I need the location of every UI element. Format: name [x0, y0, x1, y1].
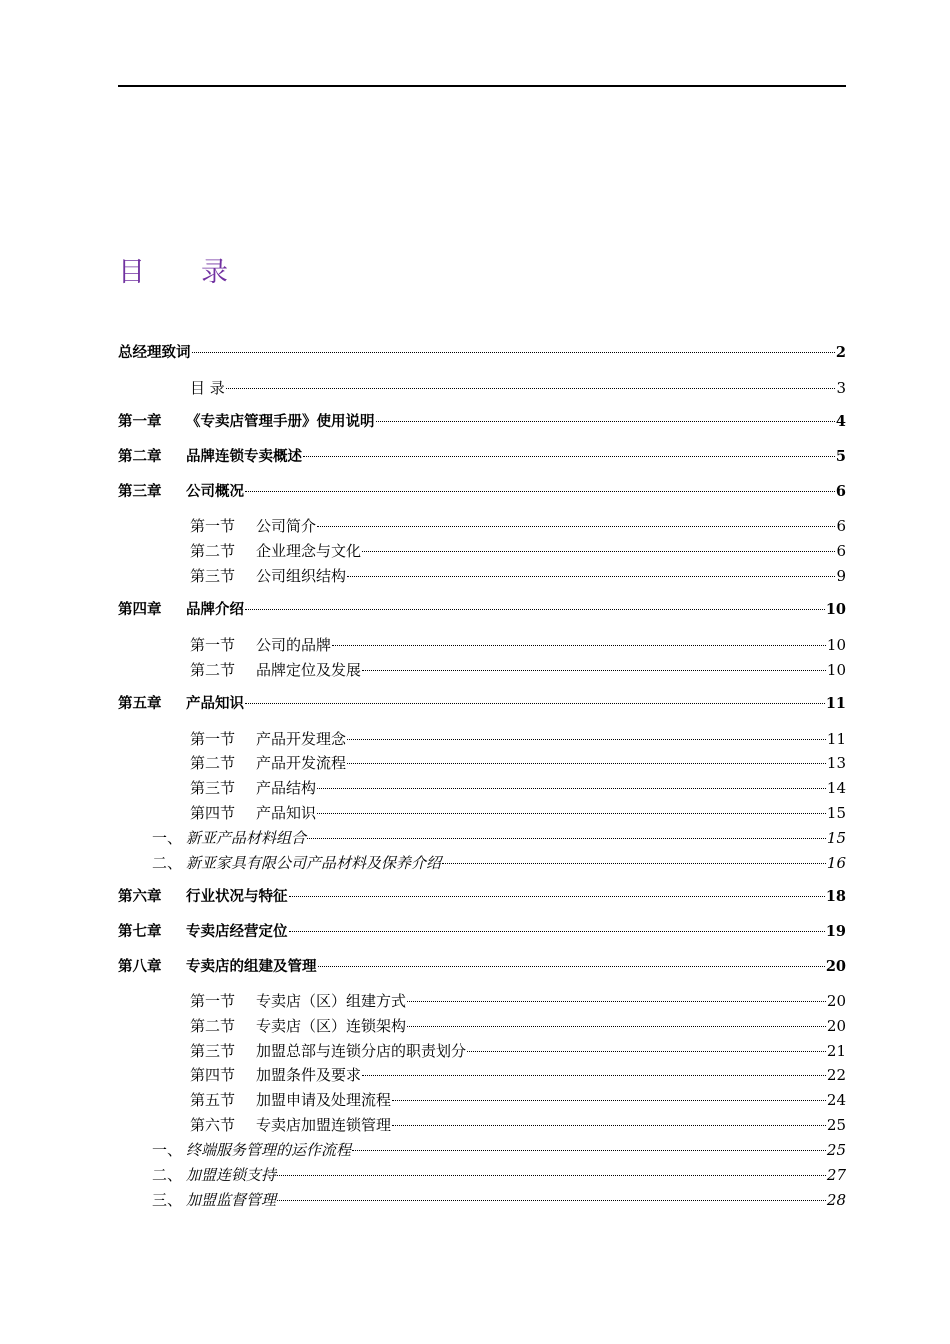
- toc-page-number: 3: [836, 379, 846, 397]
- toc-entry-label: 产品结构: [256, 779, 317, 797]
- toc-page-number: 20: [826, 992, 846, 1010]
- toc-item-number: 三、: [152, 1191, 183, 1209]
- toc-entry[interactable]: [118, 751, 846, 775]
- toc-dot-leader: [332, 645, 826, 646]
- toc-section-number: 第二节: [190, 754, 236, 772]
- toc-dot-leader: [392, 1125, 826, 1126]
- toc-dot-leader: [347, 576, 835, 577]
- toc-page-number: 4: [835, 413, 846, 430]
- toc-entry-label: 目 录: [190, 379, 225, 397]
- toc-page-number: 20: [825, 958, 846, 975]
- toc-section-number: 第三节: [190, 779, 236, 797]
- toc-entry-label: 新亚家具有限公司产品材料及保养介绍: [186, 854, 442, 872]
- toc-page-number: 16: [826, 854, 846, 872]
- toc-entry-label: 新亚产品材料组合: [186, 829, 307, 847]
- toc-section-number: 第四节: [190, 1066, 236, 1084]
- toc-dot-leader: [407, 1026, 826, 1027]
- toc-dot-leader: [362, 551, 835, 552]
- toc-entry-label: 专卖店（区）组建方式: [256, 992, 407, 1010]
- toc-section-number: 第五节: [190, 1091, 236, 1109]
- toc-entry[interactable]: [118, 885, 846, 909]
- toc-entry-label: 产品知识: [186, 696, 244, 712]
- toc-dot-leader: [318, 966, 825, 967]
- header-rule: [118, 85, 846, 87]
- toc-section-number: 第六节: [190, 1116, 236, 1134]
- toc-page-number: 10: [826, 661, 846, 679]
- toc-entry[interactable]: [118, 1138, 846, 1162]
- toc-section-number: 第一节: [190, 517, 236, 535]
- toc-page-number: 19: [825, 923, 846, 940]
- toc-entry[interactable]: [118, 1039, 846, 1063]
- toc-entry-label: 专卖店经营定位: [186, 924, 288, 940]
- toc-page-number: 25: [826, 1141, 846, 1159]
- toc-section-number: 第一节: [190, 992, 236, 1010]
- toc-section-number: 第一节: [190, 730, 236, 748]
- toc-item-number: 二、: [152, 854, 183, 872]
- toc-dot-leader: [317, 526, 835, 527]
- toc-entry[interactable]: [118, 564, 846, 588]
- toc-entry-label: 公司简介: [256, 517, 317, 535]
- toc-dot-leader: [307, 838, 826, 839]
- toc-page-number: 28: [826, 1191, 846, 1209]
- toc-entry[interactable]: [118, 539, 846, 563]
- toc-entry[interactable]: [118, 514, 846, 538]
- toc-page-number: 20: [826, 1017, 846, 1035]
- toc-page-number: 27: [826, 1166, 846, 1184]
- toc-entry[interactable]: [118, 410, 846, 434]
- toc-entry-label: 终端服务管理的运作流程: [186, 1141, 352, 1159]
- toc-entry-label: 公司的品牌: [256, 636, 332, 654]
- toc-section-number: 第二节: [190, 661, 236, 679]
- toc-chapter-number: 第三章: [118, 484, 162, 500]
- toc-entry-label: 品牌连锁专卖概述: [186, 449, 302, 465]
- toc-dot-leader: [392, 1100, 826, 1101]
- toc-entry-label: 专卖店（区）连锁架构: [256, 1017, 407, 1035]
- toc-title-char-2: 录: [201, 257, 228, 288]
- toc-entry-label: 加盟申请及处理流程: [256, 1091, 392, 1109]
- toc-dot-leader: [352, 1150, 826, 1151]
- toc-dot-leader: [347, 739, 826, 740]
- toc-entry[interactable]: [118, 826, 846, 850]
- toc-chapter-number: 第四章: [118, 602, 162, 618]
- toc-entry-label: 行业状况与特征: [186, 889, 288, 905]
- toc-dot-leader: [407, 1001, 826, 1002]
- toc-entry-label: 加盟条件及要求: [256, 1066, 362, 1084]
- toc-dot-leader: [362, 670, 826, 671]
- toc-dot-leader: [226, 388, 836, 389]
- toc-page-number: 10: [825, 601, 846, 618]
- toc-page-number: 18: [825, 888, 846, 905]
- toc-entry[interactable]: [118, 598, 846, 622]
- toc-dot-leader: [245, 703, 825, 704]
- toc-page-number: 24: [826, 1091, 846, 1109]
- toc-title-char-1: 目: [118, 257, 145, 288]
- toc-entry-label: 品牌介绍: [186, 602, 244, 618]
- toc-chapter-number: 第七章: [118, 924, 162, 940]
- toc-dot-leader: [245, 491, 835, 492]
- toc-page-number: 6: [835, 483, 846, 500]
- toc-entry[interactable]: [118, 1063, 846, 1087]
- toc-entry-label: 加盟总部与连锁分店的职责划分: [256, 1042, 467, 1060]
- toc-entry[interactable]: [118, 480, 846, 504]
- toc-page-number: 11: [825, 695, 846, 712]
- toc-entry[interactable]: [118, 1188, 846, 1212]
- toc-entry[interactable]: [118, 658, 846, 682]
- toc-title: [118, 250, 228, 289]
- toc-entry-label: 总经理致词: [118, 345, 191, 361]
- toc-page-number: 6: [836, 517, 846, 535]
- toc-item-number: 一、: [152, 829, 183, 847]
- toc-entry-label: 产品知识: [256, 804, 317, 822]
- toc-page-number: 15: [826, 829, 846, 847]
- toc-entry[interactable]: [118, 1014, 846, 1038]
- toc-chapter-number: 第六章: [118, 889, 162, 905]
- toc-entry-label: 专卖店加盟连锁管理: [256, 1116, 392, 1134]
- toc-page-number: 25: [826, 1116, 846, 1134]
- toc-entry-label: 公司组织结构: [256, 567, 347, 585]
- toc-section-number: 第一节: [190, 636, 236, 654]
- toc-page-number: 13: [826, 754, 846, 772]
- toc-entry[interactable]: [118, 920, 846, 944]
- toc-entry[interactable]: [118, 376, 846, 400]
- toc-section-number: 第二节: [190, 1017, 236, 1035]
- toc-entry-label: 企业理念与文化: [256, 542, 362, 560]
- toc-page-number: 2: [835, 344, 846, 361]
- toc-dot-leader: [289, 931, 825, 932]
- toc-dot-leader: [317, 788, 826, 789]
- toc-dot-leader: [277, 1200, 826, 1201]
- toc-section-number: 第三节: [190, 567, 236, 585]
- toc-page-number: 21: [826, 1042, 846, 1060]
- toc-dot-leader: [467, 1051, 826, 1052]
- toc-entry[interactable]: [118, 727, 846, 751]
- toc-entry[interactable]: [118, 341, 846, 365]
- toc-page-number: 14: [826, 779, 846, 797]
- toc-entry[interactable]: [118, 1163, 846, 1187]
- toc-dot-leader: [376, 421, 835, 422]
- toc-dot-leader: [289, 896, 825, 897]
- toc-entry-label: 加盟连锁支持: [186, 1166, 277, 1184]
- toc-entry-label: 《专卖店管理手册》使用说明: [186, 414, 375, 430]
- toc-entry[interactable]: [118, 776, 846, 800]
- toc-entry-label: 产品开发理念: [256, 730, 347, 748]
- toc-section-number: 第二节: [190, 542, 236, 560]
- toc-entry[interactable]: [118, 445, 846, 469]
- toc-section-number: 第三节: [190, 1042, 236, 1060]
- toc-entry[interactable]: [118, 692, 846, 716]
- toc-page-number: 9: [836, 567, 846, 585]
- toc-section-number: 第四节: [190, 804, 236, 822]
- toc-page-number: 11: [826, 730, 846, 748]
- toc-dot-leader: [362, 1075, 826, 1076]
- toc-item-number: 二、: [152, 1166, 183, 1184]
- toc-entry-label: 公司概况: [186, 484, 244, 500]
- toc-dot-leader: [192, 352, 835, 353]
- toc-entry[interactable]: [118, 989, 846, 1013]
- toc-entry-label: 品牌定位及发展: [256, 661, 362, 679]
- toc-chapter-number: 第五章: [118, 696, 162, 712]
- toc-dot-leader: [245, 609, 825, 610]
- toc-dot-leader: [442, 863, 826, 864]
- toc-entry[interactable]: [118, 1088, 846, 1112]
- toc-page-number: 5: [835, 448, 846, 465]
- toc-entry[interactable]: [118, 1113, 846, 1137]
- toc-chapter-number: 第一章: [118, 414, 162, 430]
- toc-page-number: 15: [826, 804, 846, 822]
- toc-chapter-number: 第八章: [118, 959, 162, 975]
- toc-dot-leader: [317, 813, 826, 814]
- toc-dot-leader: [347, 763, 826, 764]
- toc-chapter-number: 第二章: [118, 449, 162, 465]
- toc-entry-label: 专卖店的组建及管理: [186, 959, 317, 975]
- toc-page-number: 6: [836, 542, 846, 560]
- toc-page-number: 10: [826, 636, 846, 654]
- toc-dot-leader: [277, 1175, 826, 1176]
- toc-item-number: 一、: [152, 1141, 183, 1159]
- toc-dot-leader: [303, 456, 835, 457]
- toc-entry[interactable]: [118, 801, 846, 825]
- toc-entry-label: 产品开发流程: [256, 754, 347, 772]
- toc-entry[interactable]: [118, 955, 846, 979]
- toc-entry-label: 加盟监督管理: [186, 1191, 277, 1209]
- toc-entry[interactable]: [118, 851, 846, 875]
- toc-page-number: 22: [826, 1066, 846, 1084]
- toc-entry[interactable]: [118, 633, 846, 657]
